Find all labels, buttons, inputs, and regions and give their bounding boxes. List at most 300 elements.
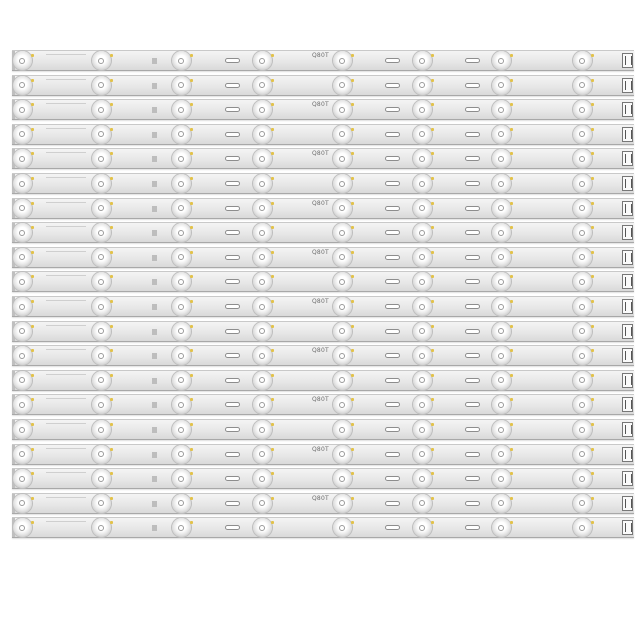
led-lens	[573, 346, 592, 365]
led-lens	[172, 125, 191, 144]
solder-pad	[431, 128, 434, 131]
led-lens	[413, 469, 432, 488]
solder-pad	[31, 472, 34, 475]
solder-pad	[190, 521, 193, 524]
solder-pad	[110, 226, 113, 229]
led-lens	[172, 199, 191, 218]
silkscreen-print	[46, 226, 86, 227]
led-lens	[253, 297, 272, 316]
solder-pad	[190, 226, 193, 229]
solder-pad	[31, 128, 34, 131]
smd-component	[152, 230, 157, 236]
mounting-slot	[225, 525, 240, 530]
led-lens	[333, 494, 352, 513]
solder-pad	[31, 521, 34, 524]
solder-pad	[431, 448, 434, 451]
led-lens	[492, 445, 511, 464]
solder-pad	[591, 521, 594, 524]
solder-pad	[31, 349, 34, 352]
solder-pad	[351, 521, 354, 524]
led-lens	[253, 76, 272, 95]
smd-component	[152, 156, 157, 162]
led-lens	[492, 395, 511, 414]
led-lens	[573, 494, 592, 513]
led-lens	[333, 199, 352, 218]
led-lens	[253, 248, 272, 267]
solder-pad	[591, 448, 594, 451]
solder-pad	[110, 128, 113, 131]
silkscreen-print	[46, 374, 86, 375]
solder-pad	[271, 79, 274, 82]
led-lens	[92, 395, 111, 414]
led-strip	[12, 75, 634, 96]
mounting-slot	[225, 279, 240, 284]
solder-pad	[431, 423, 434, 426]
solder-pad	[351, 152, 354, 155]
led-lens	[413, 125, 432, 144]
solder-pad	[271, 152, 274, 155]
smd-component	[152, 181, 157, 187]
led-lens	[92, 420, 111, 439]
mounting-slot	[225, 132, 240, 137]
strip-connector	[622, 250, 633, 265]
solder-pad	[431, 521, 434, 524]
led-lens	[172, 248, 191, 267]
led-strip	[12, 321, 634, 342]
mounting-slot	[225, 402, 240, 407]
solder-pad	[351, 300, 354, 303]
mounting-slot	[465, 83, 480, 88]
mounting-slot	[225, 181, 240, 186]
led-lens	[573, 100, 592, 119]
solder-pad	[510, 54, 513, 57]
silkscreen-print	[46, 497, 86, 498]
solder-pad	[271, 349, 274, 352]
mounting-slot	[385, 181, 400, 186]
solder-pad	[190, 79, 193, 82]
solder-pad	[110, 374, 113, 377]
solder-pad	[31, 497, 34, 500]
led-lens	[13, 395, 32, 414]
solder-pad	[431, 497, 434, 500]
solder-pad	[510, 300, 513, 303]
led-lens	[253, 272, 272, 291]
solder-pad	[431, 177, 434, 180]
solder-pad	[190, 398, 193, 401]
led-lens	[172, 469, 191, 488]
mounting-slot	[385, 206, 400, 211]
led-lens	[492, 149, 511, 168]
led-lens	[13, 494, 32, 513]
led-lens	[172, 51, 191, 70]
solder-pad	[510, 374, 513, 377]
solder-pad	[110, 423, 113, 426]
led-lens	[253, 100, 272, 119]
led-lens	[413, 149, 432, 168]
solder-pad	[31, 398, 34, 401]
mounting-slot	[465, 452, 480, 457]
led-lens	[172, 272, 191, 291]
led-lens	[573, 297, 592, 316]
led-lens	[492, 494, 511, 513]
led-lens	[333, 322, 352, 341]
led-lens	[413, 297, 432, 316]
mounting-slot	[465, 427, 480, 432]
led-lens	[253, 51, 272, 70]
strip-model-label: Q80T	[312, 150, 329, 158]
solder-pad	[510, 251, 513, 254]
solder-pad	[110, 103, 113, 106]
solder-pad	[591, 54, 594, 57]
led-lens	[333, 518, 352, 537]
mounting-slot	[385, 83, 400, 88]
solder-pad	[271, 423, 274, 426]
solder-pad	[31, 202, 34, 205]
smd-component	[152, 279, 157, 285]
mounting-slot	[385, 132, 400, 137]
smd-component	[152, 329, 157, 335]
strip-connector	[622, 127, 633, 142]
solder-pad	[510, 226, 513, 229]
mounting-slot	[465, 206, 480, 211]
led-lens	[92, 518, 111, 537]
mounting-slot	[465, 353, 480, 358]
solder-pad	[591, 152, 594, 155]
led-lens	[172, 100, 191, 119]
strip-model-label: Q80T	[312, 347, 329, 355]
solder-pad	[351, 202, 354, 205]
led-lens	[253, 125, 272, 144]
smd-component	[152, 107, 157, 113]
silkscreen-print	[46, 300, 86, 301]
mounting-slot	[465, 132, 480, 137]
mounting-slot	[225, 476, 240, 481]
solder-pad	[271, 251, 274, 254]
led-lens	[92, 248, 111, 267]
solder-pad	[190, 472, 193, 475]
led-lens	[333, 174, 352, 193]
solder-pad	[31, 325, 34, 328]
mounting-slot	[465, 58, 480, 63]
solder-pad	[31, 448, 34, 451]
mounting-slot	[465, 501, 480, 506]
led-lens	[13, 199, 32, 218]
mounting-slot	[465, 230, 480, 235]
led-lens	[92, 223, 111, 242]
led-strip	[12, 345, 634, 366]
led-lens	[573, 469, 592, 488]
led-lens	[172, 420, 191, 439]
mounting-slot	[385, 230, 400, 235]
smd-component	[152, 452, 157, 458]
silkscreen-print	[46, 275, 86, 276]
led-lens	[573, 223, 592, 242]
smd-component	[152, 476, 157, 482]
silkscreen-print	[46, 79, 86, 80]
led-lens	[573, 199, 592, 218]
led-lens	[13, 445, 32, 464]
solder-pad	[351, 128, 354, 131]
silkscreen-print	[46, 103, 86, 104]
led-lens	[333, 223, 352, 242]
led-lens	[573, 445, 592, 464]
led-lens	[413, 420, 432, 439]
solder-pad	[591, 497, 594, 500]
mounting-slot	[385, 255, 400, 260]
mounting-slot	[385, 427, 400, 432]
led-strip	[12, 394, 634, 415]
smd-component	[152, 255, 157, 261]
mounting-slot	[385, 353, 400, 358]
strip-connector	[622, 274, 633, 289]
solder-pad	[510, 128, 513, 131]
solder-pad	[431, 202, 434, 205]
solder-pad	[271, 472, 274, 475]
led-lens	[573, 272, 592, 291]
led-lens	[172, 297, 191, 316]
solder-pad	[510, 497, 513, 500]
solder-pad	[31, 423, 34, 426]
strip-connector	[622, 397, 633, 412]
led-strip	[12, 296, 634, 317]
solder-pad	[271, 103, 274, 106]
smd-component	[152, 206, 157, 212]
solder-pad	[351, 103, 354, 106]
solder-pad	[271, 448, 274, 451]
solder-pad	[271, 398, 274, 401]
mounting-slot	[385, 378, 400, 383]
mounting-slot	[465, 181, 480, 186]
led-lens	[413, 248, 432, 267]
smd-component	[152, 501, 157, 507]
led-lens	[492, 469, 511, 488]
strip-connector	[622, 53, 633, 68]
solder-pad	[190, 325, 193, 328]
led-lens	[92, 100, 111, 119]
mounting-slot	[385, 402, 400, 407]
led-lens	[413, 371, 432, 390]
led-lens	[413, 76, 432, 95]
led-lens	[573, 420, 592, 439]
strip-connector	[622, 176, 633, 191]
led-strip	[12, 198, 634, 219]
led-lens	[333, 125, 352, 144]
smd-component	[152, 402, 157, 408]
mounting-slot	[225, 452, 240, 457]
led-lens	[172, 174, 191, 193]
solder-pad	[591, 128, 594, 131]
solder-pad	[190, 448, 193, 451]
led-lens	[333, 371, 352, 390]
solder-pad	[110, 251, 113, 254]
led-lens	[172, 149, 191, 168]
solder-pad	[431, 374, 434, 377]
solder-pad	[190, 374, 193, 377]
led-lens	[172, 371, 191, 390]
led-lens	[492, 420, 511, 439]
solder-pad	[510, 202, 513, 205]
strip-model-label: Q80T	[312, 445, 329, 453]
solder-pad	[351, 79, 354, 82]
solder-pad	[110, 521, 113, 524]
solder-pad	[351, 423, 354, 426]
solder-pad	[31, 54, 34, 57]
mounting-slot	[465, 402, 480, 407]
led-lens	[413, 199, 432, 218]
led-lens	[492, 322, 511, 341]
solder-pad	[591, 374, 594, 377]
solder-pad	[591, 226, 594, 229]
solder-pad	[190, 152, 193, 155]
strip-model-label: Q80T	[312, 248, 329, 256]
smd-component	[152, 427, 157, 433]
led-lens	[333, 100, 352, 119]
led-lens	[92, 322, 111, 341]
solder-pad	[431, 226, 434, 229]
led-lens	[492, 518, 511, 537]
led-lens	[413, 100, 432, 119]
led-lens	[13, 371, 32, 390]
solder-pad	[190, 251, 193, 254]
smd-component	[152, 525, 157, 531]
led-lens	[13, 125, 32, 144]
solder-pad	[31, 79, 34, 82]
mounting-slot	[465, 476, 480, 481]
solder-pad	[31, 251, 34, 254]
led-lens	[492, 174, 511, 193]
strip-connector	[622, 225, 633, 240]
mounting-slot	[465, 525, 480, 530]
solder-pad	[431, 152, 434, 155]
mounting-slot	[225, 107, 240, 112]
solder-pad	[510, 152, 513, 155]
solder-pad	[351, 497, 354, 500]
led-strip	[12, 99, 634, 120]
led-lens	[333, 469, 352, 488]
led-lens	[13, 248, 32, 267]
silkscreen-print	[46, 448, 86, 449]
strip-model-label: Q80T	[312, 101, 329, 109]
led-lens	[492, 76, 511, 95]
solder-pad	[110, 275, 113, 278]
led-lens	[573, 371, 592, 390]
silkscreen-print	[46, 398, 86, 399]
led-strip	[12, 124, 634, 145]
solder-pad	[271, 128, 274, 131]
led-strip	[12, 148, 634, 169]
led-lens	[253, 445, 272, 464]
mounting-slot	[385, 107, 400, 112]
mounting-slot	[385, 476, 400, 481]
led-lens	[573, 125, 592, 144]
solder-pad	[271, 374, 274, 377]
led-lens	[333, 445, 352, 464]
silkscreen-print	[46, 128, 86, 129]
solder-pad	[190, 300, 193, 303]
smd-component	[152, 58, 157, 64]
strip-connector	[622, 201, 633, 216]
solder-pad	[351, 177, 354, 180]
smd-component	[152, 378, 157, 384]
led-lens	[573, 76, 592, 95]
solder-pad	[510, 423, 513, 426]
led-lens	[492, 223, 511, 242]
led-lens	[13, 51, 32, 70]
solder-pad	[351, 251, 354, 254]
solder-pad	[510, 275, 513, 278]
led-lens	[92, 199, 111, 218]
mounting-slot	[225, 255, 240, 260]
solder-pad	[271, 497, 274, 500]
solder-pad	[510, 349, 513, 352]
led-strip	[12, 271, 634, 292]
strip-model-label: Q80T	[312, 52, 329, 59]
led-lens	[492, 51, 511, 70]
strip-connector	[622, 348, 633, 363]
mounting-slot	[225, 156, 240, 161]
led-lens	[573, 248, 592, 267]
led-lens	[573, 51, 592, 70]
solder-pad	[591, 202, 594, 205]
solder-pad	[351, 398, 354, 401]
strip-connector	[622, 496, 633, 511]
led-lens	[333, 248, 352, 267]
silkscreen-print	[46, 54, 86, 55]
led-lens	[492, 371, 511, 390]
solder-pad	[190, 349, 193, 352]
led-lens	[253, 322, 272, 341]
led-lens	[573, 518, 592, 537]
led-strip	[12, 173, 634, 194]
led-lens	[13, 149, 32, 168]
strip-model-label: Q80T	[312, 494, 329, 502]
led-lens	[253, 346, 272, 365]
smd-component	[152, 353, 157, 359]
mounting-slot	[225, 83, 240, 88]
solder-pad	[351, 448, 354, 451]
solder-pad	[591, 79, 594, 82]
led-lens	[253, 223, 272, 242]
strip-connector	[622, 373, 633, 388]
solder-pad	[431, 79, 434, 82]
solder-pad	[351, 325, 354, 328]
strip-connector	[622, 447, 633, 462]
led-strip	[12, 444, 634, 465]
solder-pad	[110, 497, 113, 500]
led-lens	[492, 248, 511, 267]
solder-pad	[31, 300, 34, 303]
solder-pad	[31, 275, 34, 278]
led-lens	[13, 322, 32, 341]
mounting-slot	[225, 58, 240, 63]
led-lens	[333, 346, 352, 365]
led-strip	[12, 419, 634, 440]
led-lens	[492, 272, 511, 291]
led-lens	[13, 76, 32, 95]
led-strip	[12, 50, 634, 71]
led-lens	[573, 322, 592, 341]
led-lens	[13, 469, 32, 488]
led-lens	[13, 346, 32, 365]
strip-model-label: Q80T	[312, 199, 329, 207]
solder-pad	[510, 79, 513, 82]
led-lens	[13, 420, 32, 439]
solder-pad	[351, 275, 354, 278]
led-lens	[573, 395, 592, 414]
mounting-slot	[225, 206, 240, 211]
strip-model-label: Q80T	[312, 396, 329, 404]
led-lens	[253, 395, 272, 414]
